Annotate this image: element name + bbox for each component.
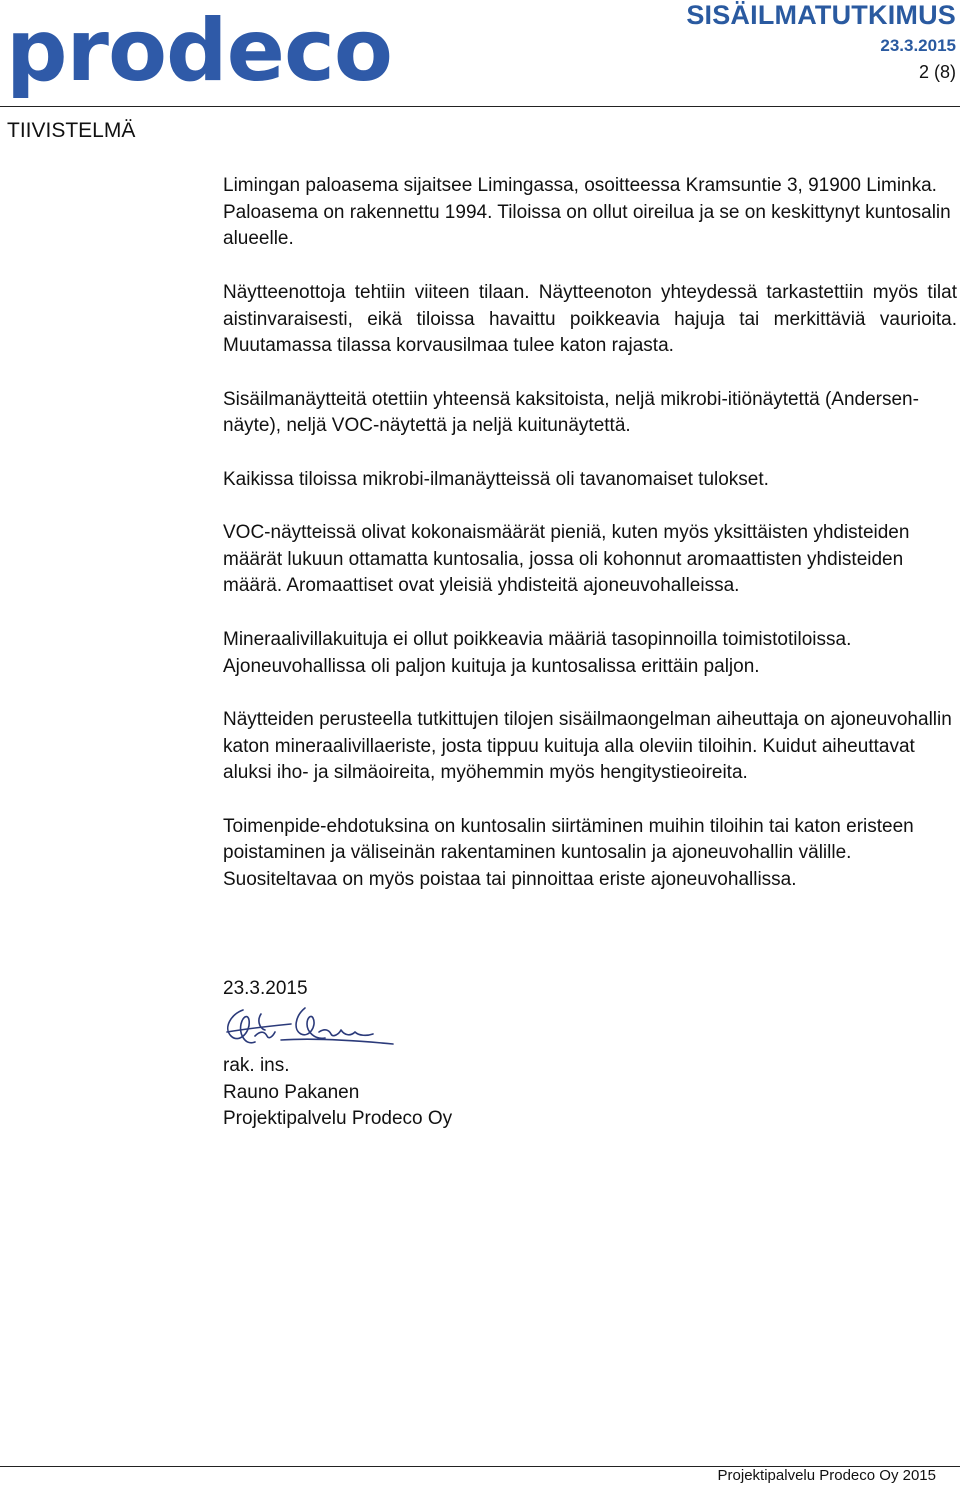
summary-body (223, 173, 957, 921)
paragraph-fibres: Mineraalivillakuituja ei ollut poikkeavia määriä tasopinnoilla toimistotiloissa. Ajoneuvohallissa oli paljon kuituja ja kuntosalissa erittäin paljon. (223, 628, 852, 677)
signer-title: rak. ins. (223, 1055, 290, 1076)
paragraph-sampling: Näytteenottoja tehtiin viiteen tilaan. Näytteenoton yhteydessä tarkastettiin myös tilat aistinvaraisesti, eikä tiloissa havaittu poikkeavia hajuja tai merkittäviä vaurioita. Muutamassa tilassa korvausilmaa tulee katon rajasta. (223, 281, 957, 357)
paragraph-samples: Sisäilmanäytteitä otettiin yhteensä kaksitoista, neljä mikrobi-itiönäytettä (Andersen-näyte), neljä VOC-näytettä ja neljä kuitunäytettä. (223, 388, 919, 437)
paragraph-recommendations: Toimenpide-ehdotuksina on kuntosalin siirtäminen muihin tiloihin tai katon eristeen poistaminen ja väliseinän rakentaminen kuntosalin ja ajoneuvohallin välille. Suositeltavaa on myös poistaa tai pinnoittaa eriste ajoneuvohallissa. (223, 815, 914, 891)
document-title: SISÄILMATUTKIMUS (686, 0, 956, 30)
paragraph-location: Limingan paloasema sijaitsee Limingassa, osoitteessa Kramsuntie 3, 91900 Liminka. Paloasema on rakennettu 1994. Tiloissa on ollut oireilua ja se on keskittynyt kuntosalin alueelle. (223, 175, 951, 250)
logo: prodeco (6, 1, 393, 101)
signature-block (223, 1053, 452, 1133)
section-title: TIIVISTELMÄ (7, 119, 136, 142)
signer-company: Projektipalvelu Prodeco Oy (223, 1108, 453, 1130)
paragraph-voc: VOC-näytteissä olivat kokonaismäärät pieniä, kuten myös yksittäisten yhdisteiden määrät lukuun ottamatta kuntosalia, jossa oli kohonnut aromaattisten yhdisteiden määrä. Aromaattiset ovat yleisiä yhdisteitä ajoneuvohalleissa. (223, 522, 910, 597)
handwritten-signature (221, 1002, 401, 1052)
footer-text: Projektipalvelu Prodeco Oy 2015 (717, 1467, 936, 1484)
header-date: 23.3.2015 (880, 36, 956, 55)
signature-date: 23.3.2015 (223, 978, 308, 999)
page-number: 2 (8) (918, 62, 956, 82)
paragraph-cause: Näytteiden perusteella tutkittujen tilojen sisäilmaongelman aiheuttaja on ajoneuvohallin katon mineraalivillaeriste, josta tippuu kuituja alla oleviin tiloihin. Kuidut aiheuttavat aluksi iho- ja silmäoireita, myöhemmin myös hengitystieoireita. (223, 708, 952, 784)
header-divider (0, 106, 960, 107)
signer-name: Rauno Pakanen (223, 1081, 360, 1103)
paragraph-microbes: Kaikissa tiloissa mikrobi-ilmanäytteissä oli tavanomaiset tulokset. (223, 468, 769, 490)
